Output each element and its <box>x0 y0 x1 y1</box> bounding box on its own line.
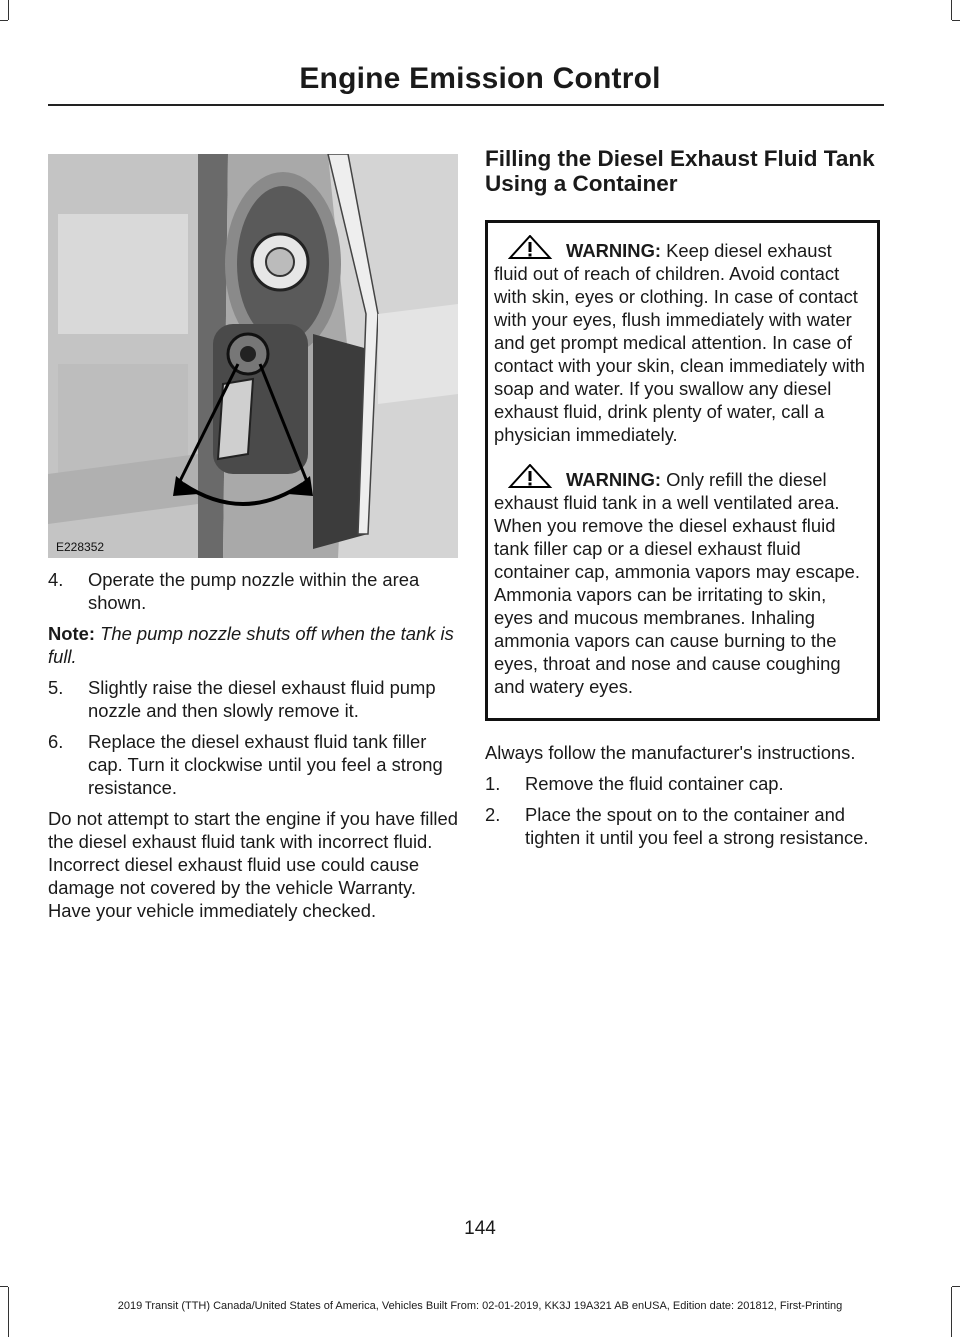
right-column <box>485 146 880 857</box>
warning-triangle-icon <box>508 464 558 488</box>
step-text: Operate the pump nozzle within the area shown. <box>88 569 420 613</box>
step-number: 1. <box>485 773 501 794</box>
step-2 <box>485 803 880 849</box>
step-number: 4. <box>48 569 64 590</box>
warning-text: Only refill the diesel exhaust fluid tank in a well ventilated area. When you remove the diesel exhaust fluid tank filler cap or a diesel exhaust fluid container cap, ammonia vapors may escape. Ammonia vapors can be irritating to skin, eyes and mucous membranes. Inhaling ammonia vapors can cause burning to the eyes, throat and nose and cause coughing and watery eyes. <box>494 469 860 697</box>
step-number: 2. <box>485 804 501 825</box>
warning-text: Keep diesel exhaust fluid out of reach of children. Avoid contact with skin, eyes or clothing. In case of contact with your eyes, flush immediately with water and get prompt medical attention. In case of contact with your skin, clean immediately with soap and water. If you swallow any diesel exhaust fluid, drink plenty of water, call a physician immediately. <box>494 240 866 445</box>
step-text: Remove the fluid container cap. <box>525 773 784 794</box>
note-label: Note: <box>48 623 95 644</box>
warning-box <box>485 220 880 721</box>
page-title: Engine Emission Control <box>299 62 661 95</box>
step-text: Replace the diesel exhaust fluid tank filler cap. Turn it clockwise until you feel a strong resistance. <box>88 731 443 798</box>
filler-drawing <box>48 154 458 558</box>
left-column <box>48 568 460 930</box>
def-filler-illustration <box>48 154 458 558</box>
crop-mark <box>8 0 9 20</box>
section-heading: Filling the Diesel Exhaust Fluid Tank Using a Container <box>485 146 875 196</box>
warning-label: WARNING: <box>566 240 662 261</box>
step-number: 6. <box>48 731 64 752</box>
header-divider <box>48 104 884 106</box>
figure-id: E228352 <box>56 540 105 554</box>
note-text: The pump nozzle shuts off when the tank is full. <box>48 623 454 667</box>
warning-1 <box>494 235 869 446</box>
crop-mark <box>951 1287 952 1337</box>
step-number: 5. <box>48 677 64 698</box>
warning-label: WARNING: <box>566 469 662 490</box>
crop-mark <box>951 0 952 20</box>
warning-2 <box>494 464 869 698</box>
step-6 <box>48 730 460 799</box>
warning-triangle-icon <box>508 235 558 259</box>
crop-mark <box>952 1286 960 1287</box>
step-text: Place the spout on to the container and tighten it until you feel a strong resistance. <box>525 804 869 848</box>
step-1 <box>485 772 880 795</box>
step-text: Slightly raise the diesel exhaust fluid pump nozzle and then slowly remove it. <box>88 677 436 721</box>
paragraph-incorrect-fluid: Do not attempt to start the engine if you have filled the diesel exhaust fluid tank with incorrect fluid. Incorrect diesel exhaust fluid use could cause damage not covered by the vehicle Warranty. Have your vehicle immediately checked. <box>48 808 458 921</box>
footer-text: 2019 Transit (TTH) Canada/United States of America, Vehicles Built From: 02-01-2019, KK3J 19A321 AB enUSA, Edition date: 201812, First-Printing <box>117 1300 843 1312</box>
page-number: 144 <box>464 1218 496 1239</box>
crop-mark <box>952 20 960 21</box>
step-4 <box>48 568 460 614</box>
paragraph-manufacturer: Always follow the manufacturer's instructions. <box>485 742 856 763</box>
note <box>48 622 460 668</box>
crop-mark <box>0 20 8 21</box>
crop-mark <box>8 1287 9 1337</box>
crop-mark <box>0 1286 8 1287</box>
step-5 <box>48 676 460 722</box>
